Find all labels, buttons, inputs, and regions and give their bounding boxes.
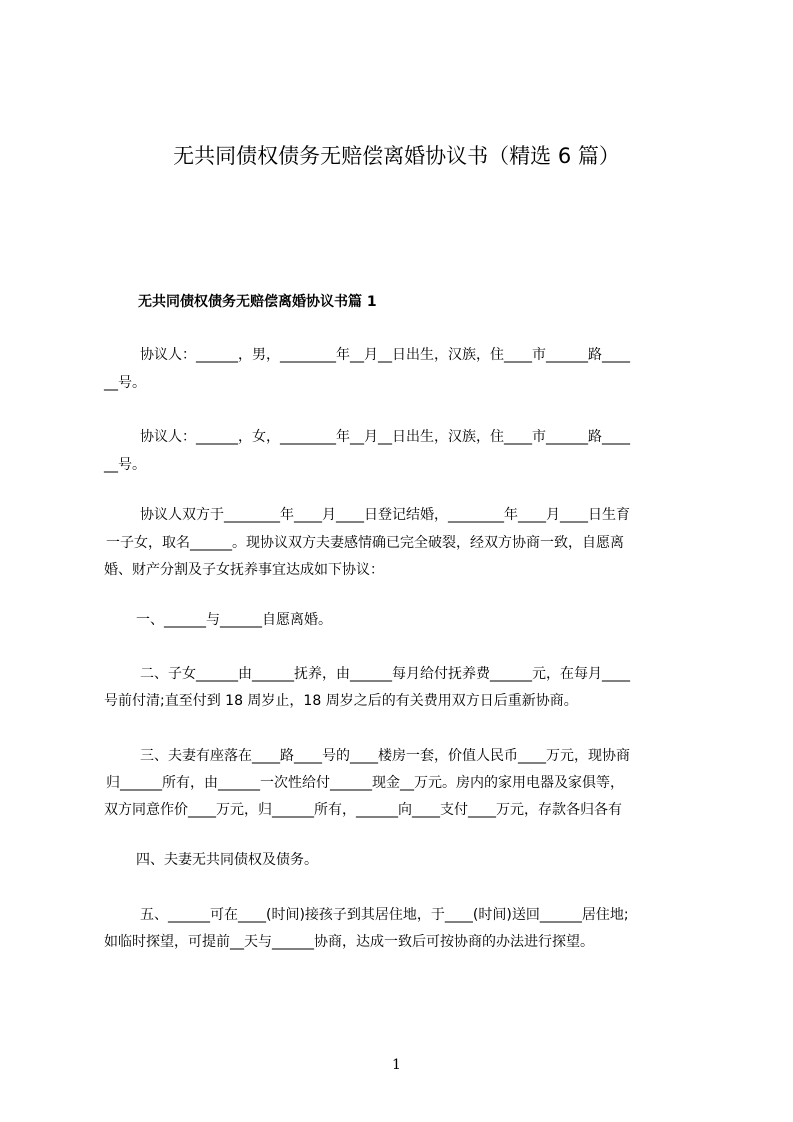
paragraph-line: 如临时探望，可提前__天与______协商，达成一致后可按协商的办法进行探望。 <box>104 934 594 950</box>
paragraph-line: 协议人双方于________年____月____日登记结婚，________年____月____日生育 <box>140 507 630 523</box>
section-heading: 无共同债权债务无赔偿离婚协议书篇 1 <box>138 294 377 310</box>
paragraph-line: __号。 <box>104 375 146 391</box>
paragraph-line: 五、______可在____(时间)接孩子到其居住地，于____(时间)送回______居住地; <box>140 907 629 923</box>
paragraph-line: 协议人：______，男，________年__月__日出生，汉族，住____市______路____ <box>140 347 630 363</box>
paragraph-line: 二、子女______由______抚养，由______每月给付抚养费______元，在每月____ <box>140 666 630 682</box>
paragraph-line: 一子女，取名______。现协议双方夫妻感情确已完全破裂，经双方协商一致，自愿离 <box>106 535 624 551</box>
paragraph-line: 号前付清;直至付到 18 周岁止，18 周岁之后的有关费用双方日后重新协商。 <box>104 693 578 709</box>
paragraph-line: 婚、财产分割及子女抚养事宜达成如下协议： <box>104 562 384 578</box>
paragraph-line: 协议人：______，女，________年__月__日出生，汉族，住____市______路____ <box>140 429 630 445</box>
page-number: 1 <box>392 1057 401 1073</box>
paragraph-line: 归______所有，由______一次性给付______现金__万元。房内的家用电器及家俱等， <box>106 775 624 791</box>
paragraph-line: __号。 <box>104 457 146 473</box>
paragraph-line: 一、______与______自愿离婚。 <box>136 612 332 628</box>
paragraph-line: 三、夫妻有座落在____路____号的____楼房一套，价值人民币____万元，现协商 <box>140 748 630 764</box>
document-title: 无共同债权债务无赔偿离婚协议书（精选 6 篇） <box>173 144 620 168</box>
paragraph-line: 双方同意作价____万元，归______所有，______向____支付____万元，存款各归各有 <box>104 802 622 818</box>
paragraph-line: 四、夫妻无共同债权及债务。 <box>136 852 318 868</box>
